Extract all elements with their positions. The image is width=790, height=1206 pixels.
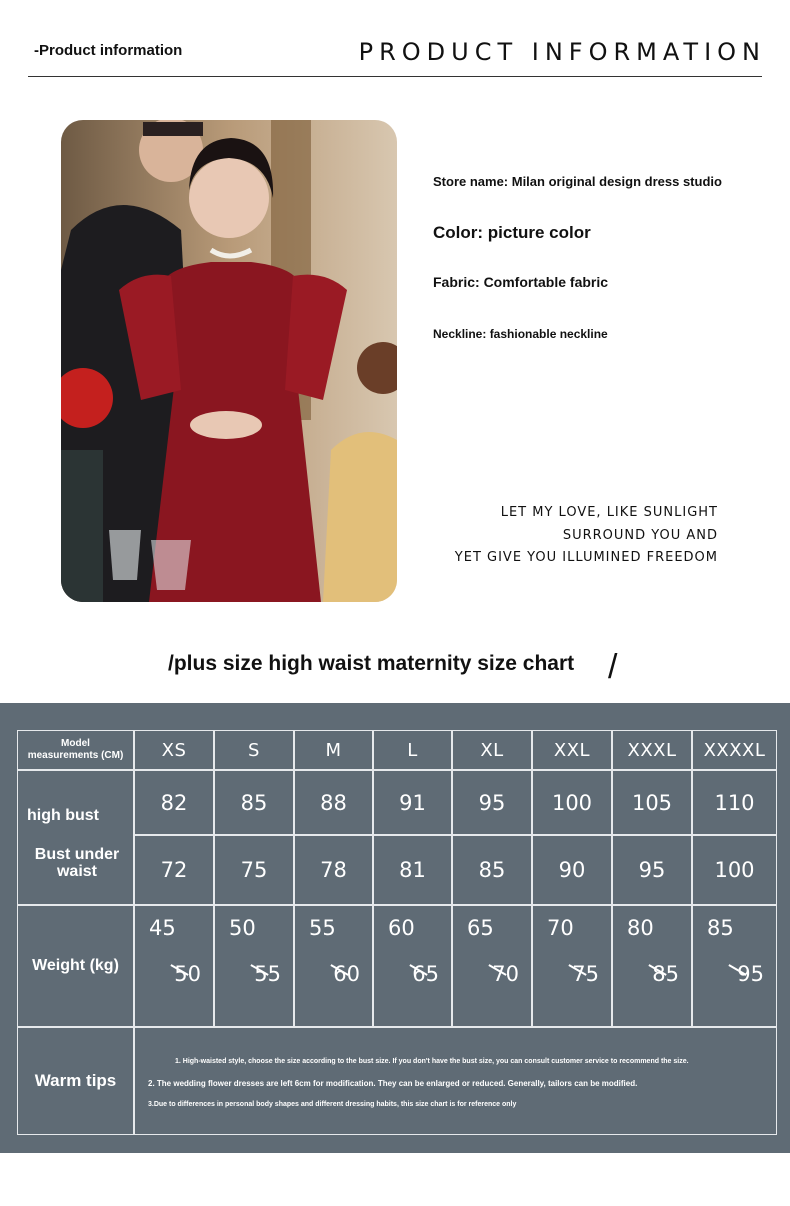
bust-under-value: 100 bbox=[692, 835, 777, 905]
weight-max: 65 bbox=[412, 962, 439, 986]
weight-max: 50 bbox=[174, 962, 201, 986]
high-bust-value: 95 bbox=[452, 770, 532, 835]
weight-range bbox=[294, 905, 373, 1027]
weight-range bbox=[134, 905, 214, 1027]
bust-under-value: 81 bbox=[373, 835, 452, 905]
weight-max: 55 bbox=[254, 962, 281, 986]
bust-under-line-2: waist bbox=[56, 863, 97, 880]
model-measurements-header bbox=[17, 730, 134, 770]
weight-max: 85 bbox=[652, 962, 679, 986]
bust-under-line-1: Bust under bbox=[34, 846, 120, 863]
bust-under-value: 85 bbox=[452, 835, 532, 905]
warm-tips-label: Warm tips bbox=[34, 1071, 117, 1090]
model-label: Model bbox=[61, 738, 90, 749]
weight-max: 70 bbox=[492, 962, 519, 986]
weight-max: 75 bbox=[572, 962, 599, 986]
neckline-info: Neckline: fashionable neckline bbox=[433, 327, 608, 341]
size-header-xl: XL bbox=[452, 730, 532, 770]
high-bust-value: 85 bbox=[214, 770, 294, 835]
fabric-info: Fabric: Comfortable fabric bbox=[433, 274, 609, 290]
size-header-l: L bbox=[373, 730, 452, 770]
size-chart-title: /plus size high waist maternity size chart bbox=[168, 652, 575, 675]
high-bust-label: high bust bbox=[27, 807, 99, 824]
header-left-label: -Product information bbox=[34, 42, 183, 59]
weight-range bbox=[692, 905, 777, 1027]
quote-line-1: LET MY LOVE, LIKE SUNLIGHT bbox=[500, 505, 718, 520]
weight-min: 70 bbox=[547, 916, 574, 940]
weight-min: 65 bbox=[467, 916, 494, 940]
size-header-xxxxl: XXXXL bbox=[692, 730, 777, 770]
quote bbox=[455, 502, 718, 570]
weight-max: 60 bbox=[333, 962, 360, 986]
size-chart-panel bbox=[0, 703, 790, 1153]
weight-min: 45 bbox=[149, 916, 176, 940]
weight-range bbox=[612, 905, 692, 1027]
weight-range bbox=[532, 905, 612, 1027]
header-right-label: PRODUCT INFORMATION bbox=[358, 38, 766, 66]
size-chart-slash: / bbox=[608, 648, 618, 686]
size-header-xxxl: XXXL bbox=[612, 730, 692, 770]
bust-under-value: 78 bbox=[294, 835, 373, 905]
tip-1: 1. High-waisted style, choose the size according to the bust size. If you don't have the bust size, you can consult customer service to recommend the size. bbox=[175, 1058, 689, 1065]
quote-line-3: YET GIVE YOU ILLUMINED FREEDOM bbox=[454, 550, 718, 565]
high-bust-value: 82 bbox=[134, 770, 214, 835]
weight-min: 80 bbox=[627, 916, 654, 940]
weight-min: 50 bbox=[229, 916, 256, 940]
weight-max: 95 bbox=[737, 962, 764, 986]
measurements-label: measurements (CM) bbox=[27, 750, 124, 761]
weight-label: Weight (kg) bbox=[32, 957, 119, 974]
tip-3: 3.Due to differences in personal body shapes and different dressing habits, this size chart is for reference only bbox=[148, 1101, 517, 1108]
weight-min: 85 bbox=[707, 916, 734, 940]
size-header-m: M bbox=[294, 730, 373, 770]
quote-line-2: SURROUND YOU AND bbox=[562, 527, 718, 543]
tips-label-cell bbox=[17, 1027, 134, 1135]
product-photo bbox=[61, 120, 397, 602]
bust-under-value: 75 bbox=[214, 835, 294, 905]
bust-under-value: 95 bbox=[612, 835, 692, 905]
size-header-xxl: XXL bbox=[532, 730, 612, 770]
high-bust-value: 105 bbox=[612, 770, 692, 835]
weight-min: 55 bbox=[309, 916, 336, 940]
bust-under-waist-label bbox=[17, 846, 137, 880]
bust-under-value: 90 bbox=[532, 835, 612, 905]
color-info: Color: picture color bbox=[433, 223, 591, 242]
weight-range bbox=[373, 905, 452, 1027]
size-header-s: S bbox=[214, 730, 294, 770]
weight-min: 60 bbox=[388, 916, 415, 940]
size-header-xs: XS bbox=[134, 730, 214, 770]
weight-label-cell bbox=[17, 905, 134, 1027]
bust-label-cell bbox=[17, 770, 134, 905]
weight-range bbox=[214, 905, 294, 1027]
weight-range bbox=[452, 905, 532, 1027]
header-divider bbox=[28, 76, 762, 77]
tip-2: 2. The wedding flower dresses are left 6cm for modification. They can be enlarged or reduced. Generally, tailors can be modified. bbox=[148, 1079, 638, 1088]
high-bust-value: 100 bbox=[532, 770, 612, 835]
high-bust-value: 110 bbox=[692, 770, 777, 835]
high-bust-value: 91 bbox=[373, 770, 452, 835]
bust-under-value: 72 bbox=[134, 835, 214, 905]
high-bust-value: 88 bbox=[294, 770, 373, 835]
store-name: Store name: Milan original design dress studio bbox=[433, 174, 722, 189]
